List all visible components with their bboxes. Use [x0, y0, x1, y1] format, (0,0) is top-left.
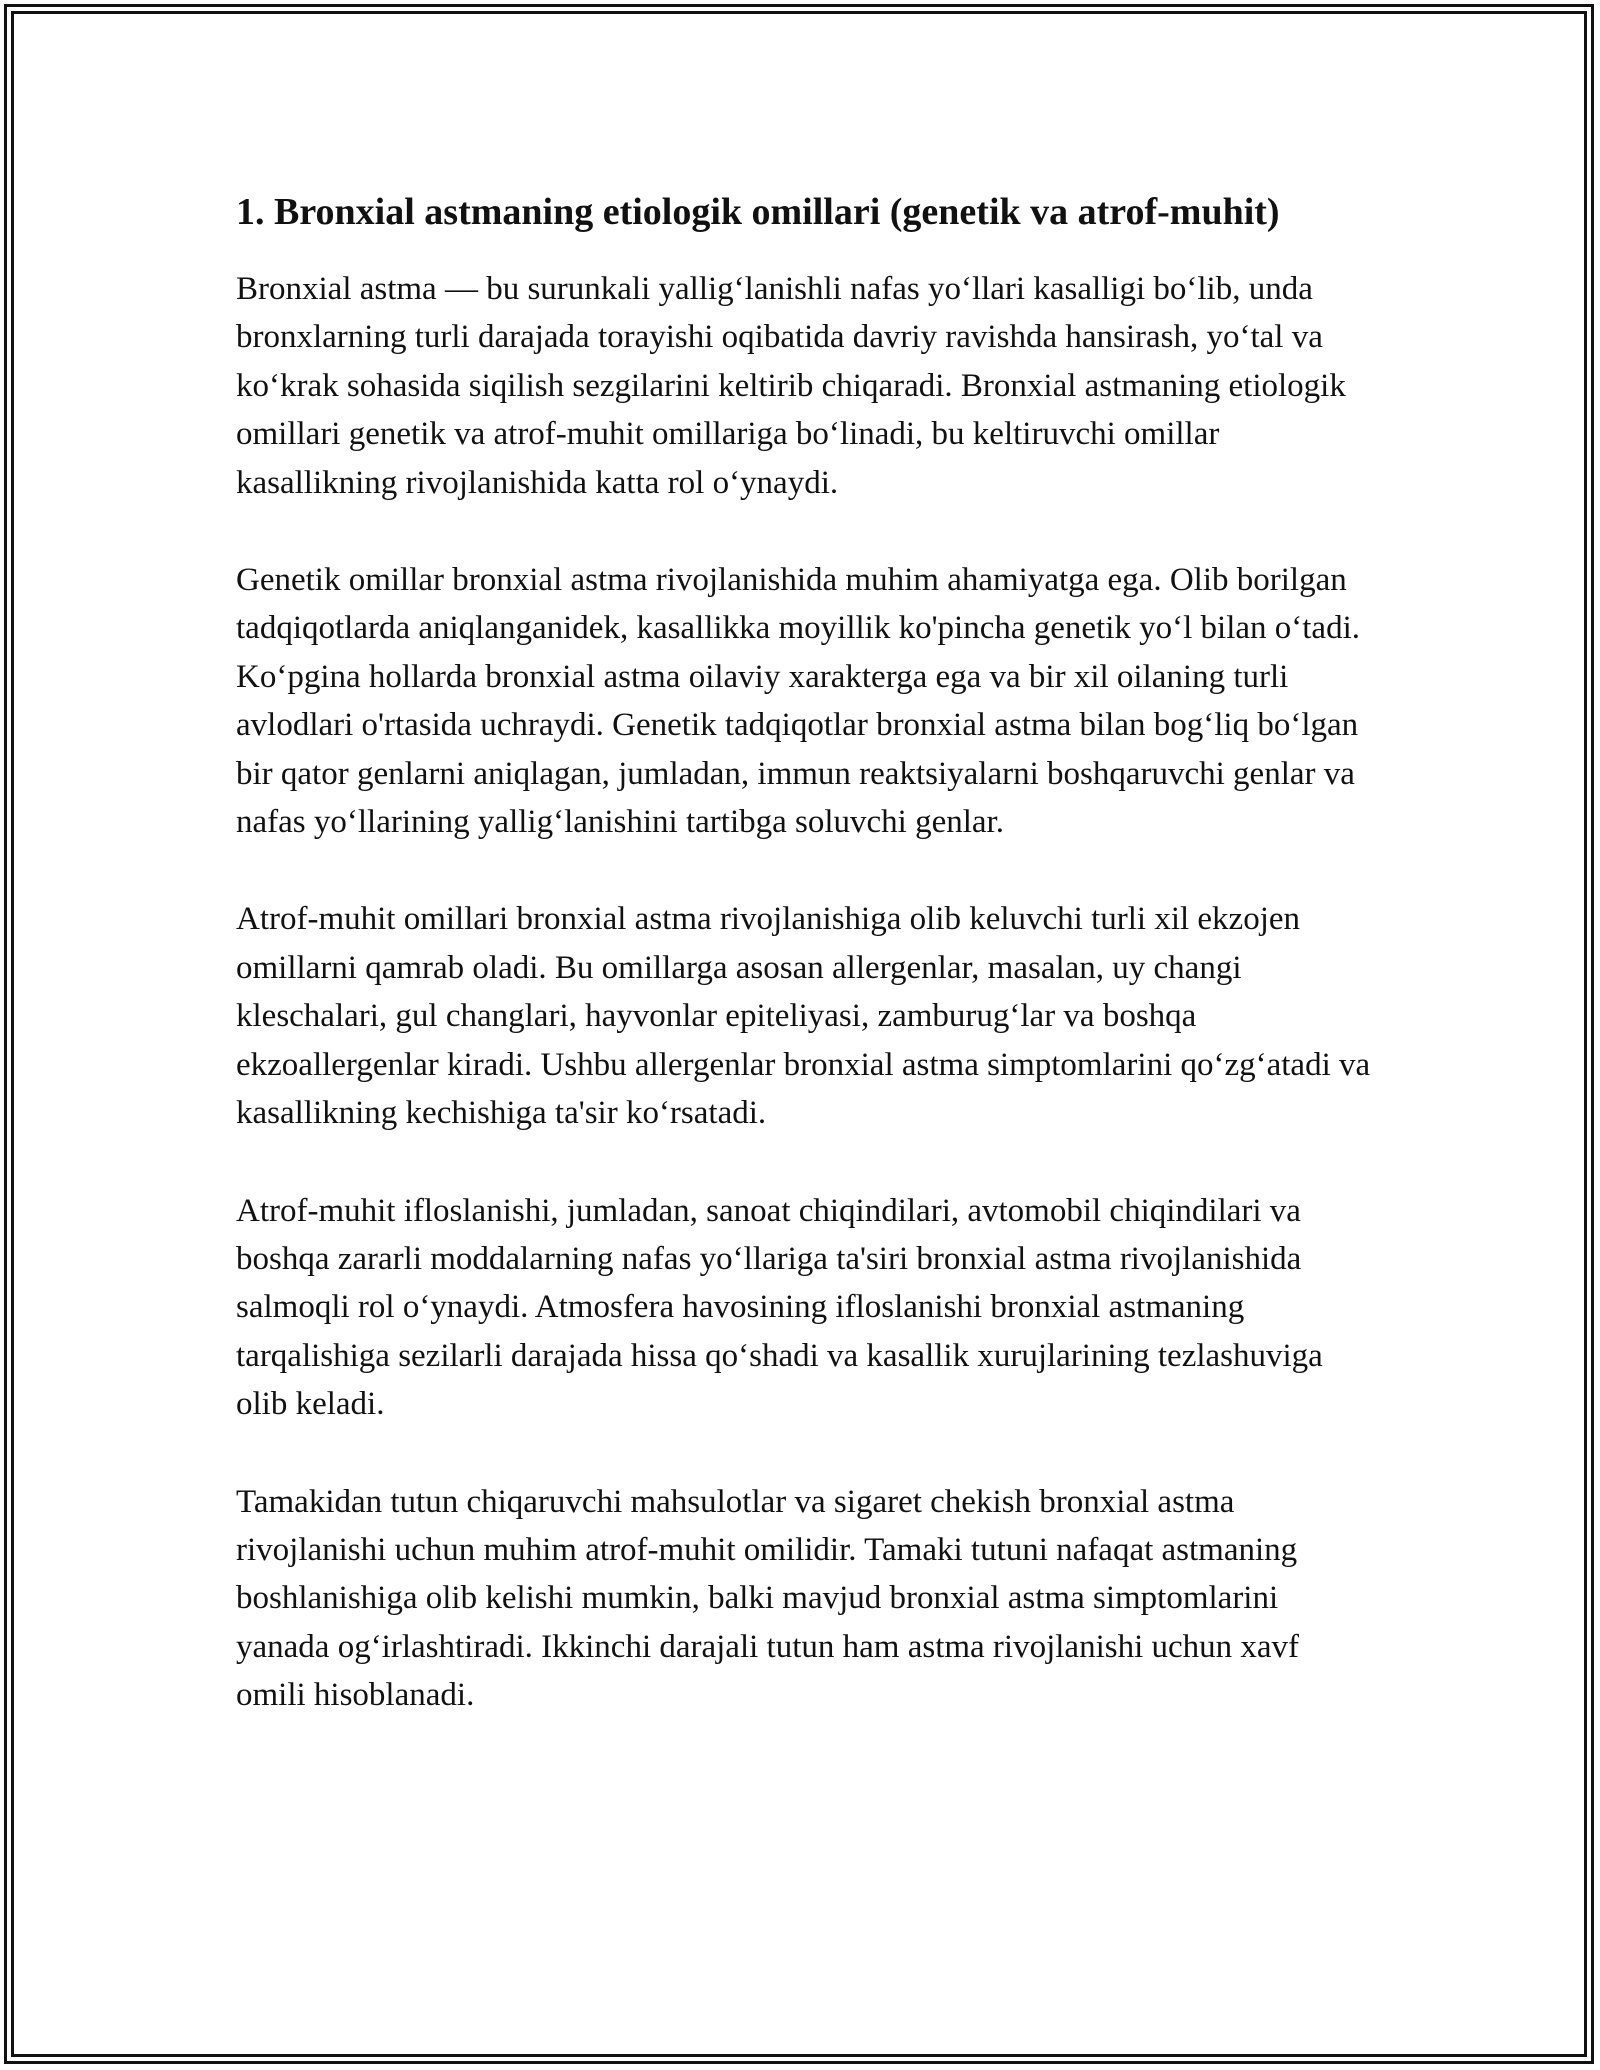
paragraph-definition: Bronxial astma — bu surunkali yallig‘lanishli nafas yo‘llari kasalligi bo‘lib, unda bronxlarning turli darajada torayishi oqibatida davriy ravishda hansirash, yo‘tal va ko‘krak sohasida siqilish sezgilarini keltirib chiqaradi. Bronxial astmaning etiologik omillari genetik va atrof-muhit omillariga bo‘linadi, bu keltiruvchi omillar kasallikning rivojlanishida katta rol o‘ynaydi.: [236, 271, 1346, 501]
section-heading: 1. Bronxial astmaning etiologik omillari (genetik va atrof-muhit): [236, 191, 1280, 233]
paragraph-tobacco-smoke: Tamakidan tutun chiqaruvchi mahsulotlar va sigaret chekish bronxial astma rivojlanishi uchun muhim atrof-muhit omilidir. Tamaki tutuni nafaqat astmaning boshlanishiga olib kelishi mumkin, balki mavjud bronxial astma simptomlarini yanada og‘irlashtiradi. Ikkinchi darajali tutun ham astma rivojlanishi uchun xavf omili hisoblanadi.: [236, 1483, 1300, 1714]
paragraph-environmental-factors: Atrof-muhit omillari bronxial astma rivojlanishiga olib keluvchi turli xil ekzojen omillarni qamrab oladi. Bu omillarga asosan allergenlar, masalan, uy changi kleschalari, gul changlari, hayvonlar epiteliyasi, zamburug‘lar va boshqa ekzoallergenlar kiradi. Ushbu allergenlar bronxial astma simptomlarini qo‘zg‘atadi va kasallikning kechishiga ta'sir ko‘rsatadi.: [236, 901, 1371, 1132]
paragraph-genetic-factors: Genetik omillar bronxial astma rivojlanishida muhim ahamiyatga ega. Olib borilgan tadqiqotlarda aniqlanganidek, kasallikka moyillik ko'pincha genetik yo‘l bilan o‘tadi. Ko‘pgina hollarda bronxial astma oilaviy xarakterga ega va bir xil oilaning turli avlodlari o'rtasida uchraydi. Genetik tadqiqotlar bronxial astma bilan bog‘liq bo‘lgan bir qator genlarni aniqlagan, jumladan, immun reaktsiyalarni boshqaruvchi genlar va nafas yo‘llarining yallig‘lanishini tartibga soluvchi genlar.: [236, 562, 1360, 841]
paragraph-pollution: Atrof-muhit ifloslanishi, jumladan, sanoat chiqindilari, avtomobil chiqindilari va boshqa zararli moddalarning nafas yo‘llariga ta'siri bronxial astma rivojlanishida salmoqli rol o‘ynaydi. Atmosfera havosining ifloslanishi bronxial astmaning tarqalishiga sezilarli darajada hissa qo‘shadi va kasallik xurujlarining tezlashuviga olib keladi.: [236, 1192, 1323, 1423]
document-body: [236, 185, 1371, 1720]
